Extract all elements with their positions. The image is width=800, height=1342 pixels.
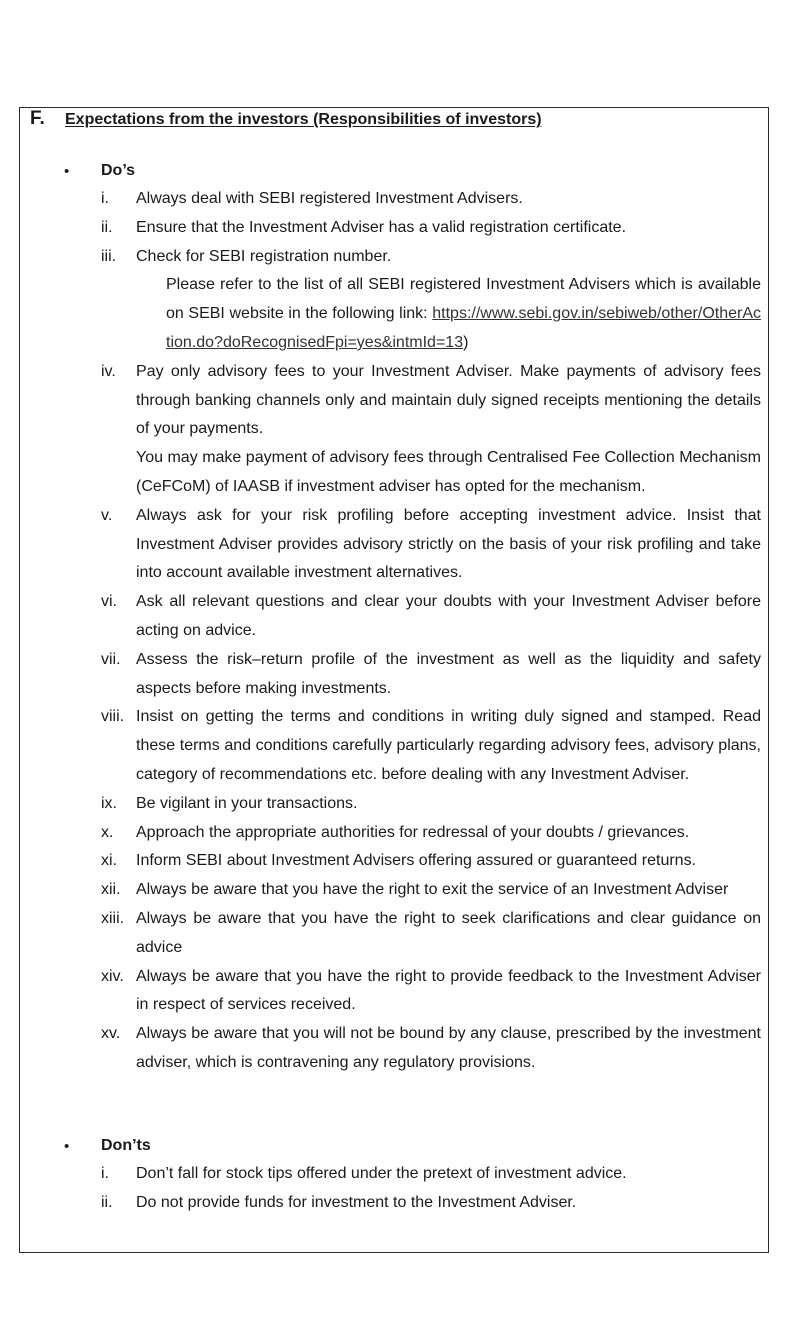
item-number: xiii. bbox=[101, 909, 125, 927]
list-item bbox=[101, 876, 761, 905]
list-item bbox=[101, 703, 761, 789]
list-item bbox=[101, 358, 761, 502]
link-suffix: ) bbox=[463, 333, 469, 351]
item-text: Always be aware that you have the right to provide feedback to the Investment Adviser in respect of services received. bbox=[136, 967, 761, 1014]
item-number: i. bbox=[101, 1165, 109, 1182]
item-text: Ask all relevant questions and clear your doubts with your Investment Adviser before acting on advice. bbox=[136, 593, 761, 639]
item-text: Pay only advisory fees to your Investment Adviser. Make payments of advisory fees through banking channels only and maintain duly signed receipts mentioning the details of your payments. bbox=[136, 362, 761, 438]
item-number: ix. bbox=[101, 794, 117, 812]
item-text: Do not provide funds for investment to the Investment Adviser. bbox=[136, 1193, 577, 1211]
item-text: Inform SEBI about Investment Advisers offering assured or guaranteed returns. bbox=[136, 852, 697, 870]
sebi-registered-advisers-link[interactable]: https://www.sebi.gov.in/sebiweb/other/OtherAction.do?doRecognisedFpi=yes&intmId=13 bbox=[166, 305, 761, 351]
list-item bbox=[101, 214, 761, 243]
item-number: ii. bbox=[101, 1193, 113, 1211]
item-text: Ensure that the Investment Adviser has a valid registration certificate. bbox=[136, 218, 627, 236]
item-text: Insist on getting the terms and conditions in writing duly signed and stamped. Read these terms and conditions carefully particularly regarding advisory fees, advisory plans, category of recommendations etc. before dealing with any Investment Adviser. bbox=[136, 708, 761, 783]
item-number: x. bbox=[101, 823, 114, 841]
item-text: Always be aware that you have the right to exit the service of an Investment Adviser bbox=[136, 881, 729, 899]
list-item bbox=[101, 243, 761, 358]
item-number: vii. bbox=[101, 650, 121, 668]
section-title: Expectations from the investors (Responsibilities of investors) bbox=[65, 111, 542, 128]
list-item bbox=[101, 819, 761, 848]
sebi-list-note: Please refer to the list of all SEBI registered Investment Advisers which is available on SEBI website in the following link: bbox=[166, 276, 761, 323]
item-text: Always ask for your risk profiling before accepting investment advice. Insist that Investment Adviser provides advisory strictly on the basis of your risk profiling and take into account available investment alternatives. bbox=[136, 506, 761, 582]
item-text: Assess the risk–return profile of the investment as well as the liquidity and safety aspects before making investments. bbox=[136, 650, 761, 697]
item-text: Don’t fall for stock tips offered under the pretext of investment advice. bbox=[136, 1165, 627, 1182]
list-item bbox=[101, 646, 761, 704]
item-number: iii. bbox=[101, 247, 117, 265]
list-item bbox=[101, 790, 761, 819]
list-item bbox=[101, 1160, 761, 1189]
section-letter: F. bbox=[30, 108, 45, 129]
item-number: xiv. bbox=[101, 967, 124, 985]
list-item bbox=[101, 963, 761, 1021]
item-text: Check for SEBI registration number. bbox=[136, 247, 392, 265]
item-number: ii. bbox=[101, 218, 113, 236]
item-text: Always deal with SEBI registered Investment Advisers. bbox=[136, 190, 523, 207]
item-number: xv. bbox=[101, 1025, 121, 1043]
dos-bullet: • bbox=[64, 163, 70, 180]
donts-list bbox=[101, 1160, 761, 1218]
donts-heading: Don’ts bbox=[101, 1137, 151, 1154]
list-item bbox=[101, 1189, 761, 1218]
item-text: Approach the appropriate authorities for redressal of your doubts / grievances. bbox=[136, 823, 690, 841]
item-number: iv. bbox=[101, 362, 116, 380]
dos-heading: Do’s bbox=[101, 162, 136, 179]
list-item bbox=[101, 502, 761, 588]
list-item bbox=[101, 847, 761, 876]
list-item bbox=[101, 905, 761, 963]
item-number: i. bbox=[101, 190, 109, 207]
item-number: viii. bbox=[101, 708, 125, 726]
dos-list bbox=[101, 185, 761, 1078]
list-item bbox=[101, 588, 761, 646]
item-text: Always be aware that you have the right to seek clarifications and clear guidance on advice bbox=[136, 909, 761, 956]
item-number: vi. bbox=[101, 593, 117, 611]
donts-bullet: • bbox=[64, 1138, 70, 1155]
item-number: xi. bbox=[101, 852, 117, 870]
item-text: Always be aware that you will not be bound by any clause, prescribed by the investment adviser, which is contravening any regulatory provisions. bbox=[136, 1025, 761, 1071]
item-number: xii. bbox=[101, 881, 121, 899]
item-text: Be vigilant in your transactions. bbox=[136, 794, 358, 812]
item-number: v. bbox=[101, 506, 113, 524]
list-item bbox=[101, 185, 761, 214]
list-item bbox=[101, 1020, 761, 1078]
item-extra-text: You may make payment of advisory fees through Centralised Fee Collection Mechanism (CeFCoM) of IAASB if investment adviser has opted for the mechanism. bbox=[136, 449, 761, 495]
